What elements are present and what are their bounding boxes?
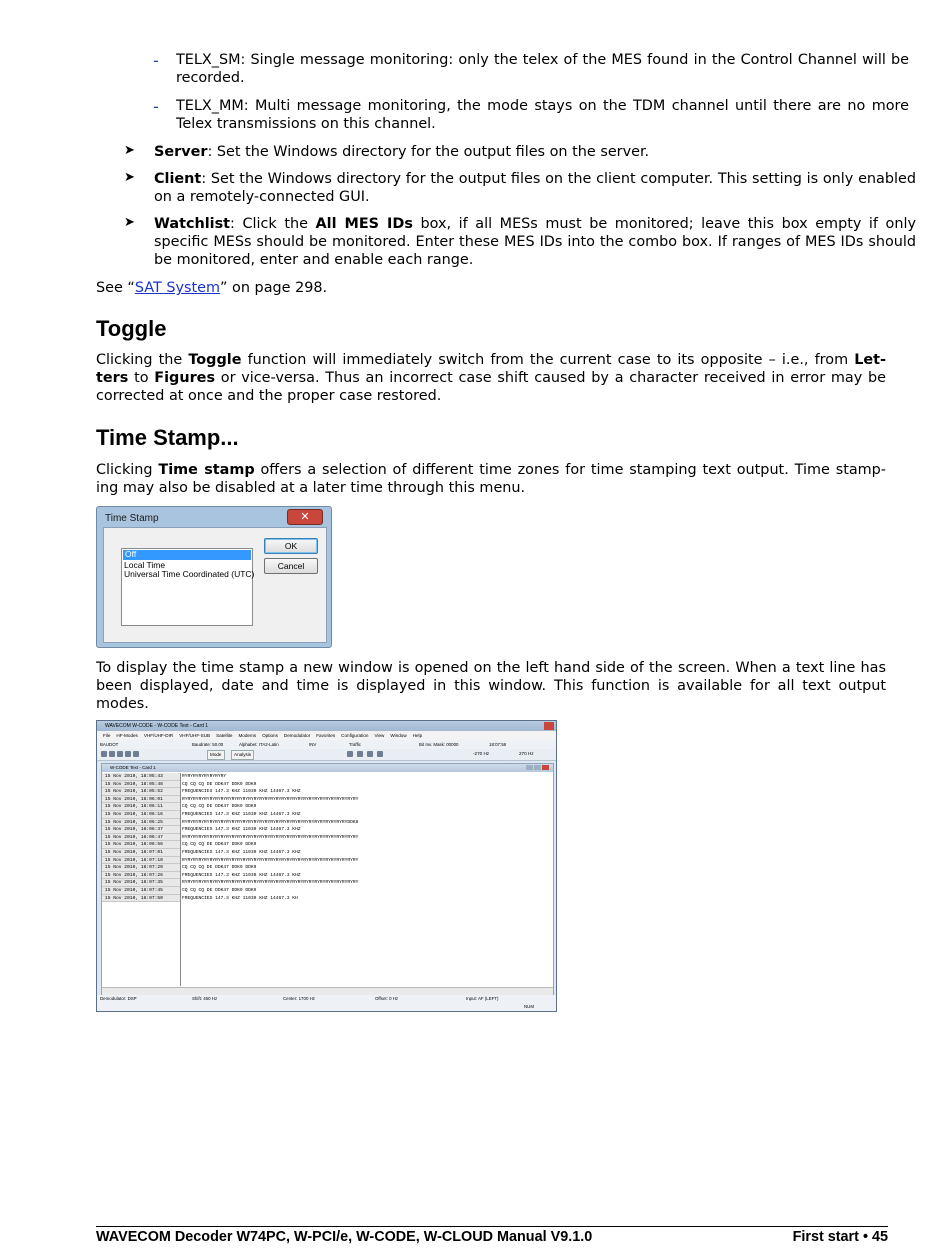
text-line: RYRYRYRYRYRYRYRYRYRYRYRYRYRYRYRYRYRYRYRYRYRYRYRYRYRYRYRYRYRYRYRY <box>182 796 359 802</box>
see-reference: See “SAT System” on page 298. <box>96 280 328 296</box>
toolbar-icon[interactable] <box>357 751 363 757</box>
text-line: FREQUENCIES 147.3 KHZ 11030 KHZ 14467.3 KHZ <box>182 827 301 833</box>
bullet-watchlist: ➤ Watchlist: Click the All MES IDs box, if all MESs must be monitored; leave this box empty if only specific MESs should be monitored. Enter these MES IDs into the combo box. If ranges of MES IDs should be monitored, enter and enable each range. <box>124 215 917 268</box>
menu-item[interactable]: VHF/UHF-DIR <box>143 733 174 738</box>
mode-button[interactable]: Mode <box>207 750 225 760</box>
text-window-title: W-CODE Text - Card 1 <box>102 764 553 772</box>
app-status-bar-2: NUM <box>97 1003 556 1011</box>
text-line: CQ CQ CQ DE DDK47 DDK9 DDK9 <box>182 887 257 893</box>
toolbar-icon[interactable] <box>367 751 373 757</box>
toolbar-icon[interactable] <box>377 751 383 757</box>
minimize-icon[interactable] <box>526 765 533 770</box>
bullet-telx-sm <box>153 51 909 87</box>
timestamp-row: 15 Nov 2010, 18:07:45 <box>102 887 180 895</box>
text-line: CQ CQ CQ DE DDK47 DDK9 DDK9 <box>182 865 257 871</box>
menu-item[interactable]: File <box>103 733 111 738</box>
toggle-paragraph: Clicking the Toggle function will immediately switch from the current case to its opposite – i.e., from Let-ters to Figures or vice-versa. Thus an incorrect case shift caused by a character received in error may be corrected at once and the proper case restored. <box>96 352 886 404</box>
option-utc[interactable]: Universal Time Coordinated (UTC) <box>124 569 255 579</box>
text-line: FREQUENCIES 147.3 KHZ 11030 KHZ 14467.3 KHZ <box>182 849 301 855</box>
timestamp-row: 15 Nov 2010, 18:06:01 <box>102 796 180 804</box>
search-icon[interactable] <box>133 751 139 757</box>
sat-system-link[interactable]: SAT System <box>134 280 221 296</box>
toolbar-icon[interactable] <box>347 751 353 757</box>
menu-item[interactable]: Favorites <box>316 733 336 738</box>
time-zone-list[interactable] <box>121 548 253 626</box>
text-line: CQ CQ CQ DE DDK47 DDK9 DDK9 <box>182 842 257 848</box>
heading-time-stamp: Time Stamp... <box>96 425 239 450</box>
option-local-time[interactable]: Local Time <box>124 559 166 570</box>
maximize-icon[interactable] <box>534 765 541 770</box>
analysis-button[interactable]: Analysis <box>231 750 254 760</box>
timestamp-column <box>102 773 181 986</box>
timestamp-row: 15 Nov 2010, 18:06:37 <box>102 826 180 834</box>
text-line: RYRYRYRYRYRYRYRYRYRYRYRYRYRYRYRYRYRYRYRYRYRYRYRYRYRYRYRYRYRYRYRY <box>182 834 359 840</box>
ok-button[interactable]: OK <box>264 538 318 554</box>
menu-item[interactable]: Help <box>412 733 423 738</box>
bullet-text: TELX_MM: Multi message monitoring, the mode stays on the TDM channel until there are no more Telex transmissions on this channel. <box>176 98 909 132</box>
bullet-telx-mm <box>153 97 909 133</box>
option-off[interactable]: Off <box>123 550 251 560</box>
timestamp-row: 15 Nov 2010, 18:05:43 <box>102 773 180 781</box>
timestamp-row: 15 Nov 2010, 18:06:16 <box>102 811 180 819</box>
footer-rule <box>96 1226 888 1227</box>
close-icon[interactable] <box>544 722 554 730</box>
timestamp-row: 15 Nov 2010, 18:06:47 <box>102 834 180 842</box>
bullet-client <box>124 170 916 206</box>
bullet-server <box>124 143 916 161</box>
text-line: FREQUENCIES 147.3 KHZ 11030 KHZ 14467.3 KHZ <box>182 811 301 817</box>
text-line: CQ CQ CQ DE DDK47 DDK9 DDK9 <box>182 804 257 810</box>
timestamp-row: 15 Nov 2010, 18:07:10 <box>102 857 180 865</box>
menu-item[interactable]: HF-Modes <box>116 733 138 738</box>
arrow-bullet-icon: ➤ <box>124 143 135 158</box>
menu-item[interactable]: VHF/UHF-SUB <box>179 733 211 738</box>
heading-toggle: Toggle <box>96 316 167 341</box>
menu-item[interactable]: Configuration <box>341 733 369 738</box>
timestamp-row: 15 Nov 2010, 18:06:11 <box>102 803 180 811</box>
app-toolbar <box>97 749 556 761</box>
text-line: FREQUENCIES 147.3 KHZ 11030 KHZ 14467.3 KHZ <box>182 872 301 878</box>
app-status-bar: Demodulator: DSP Shift: 450 Hz Center: 1700 Hz Offset: 0 Hz Input: AF (LEFT) <box>97 995 556 1003</box>
menu-item[interactable]: Satellite <box>216 733 233 738</box>
menu-item[interactable]: Options <box>262 733 278 738</box>
timestamp-row: 15 Nov 2010, 18:05:48 <box>102 781 180 789</box>
time-stamp-paragraph: Clicking Time stamp offers a selection of different time zones for time stamping text output. Time stamp-ing may also be disabled at a later time through this menu. <box>96 462 886 496</box>
close-icon[interactable]: ✕ <box>287 509 323 525</box>
dash-marker: - <box>153 51 159 70</box>
close-icon[interactable] <box>542 765 549 770</box>
new-icon[interactable] <box>101 751 107 757</box>
bullet-text: TELX_SM: Single message monitoring: only the telex of the MES found in the Control Channel will be recorded. <box>176 52 909 86</box>
text-window <box>101 763 554 997</box>
footer-title: WAVECOM Decoder W74PC, W-PCI/e, W-CODE, W-CLOUD Manual V9.1.0 <box>96 1229 593 1245</box>
text-line: FREQUENCIES 147.3 KHZ 11030 KHZ 14467.3 KH <box>182 895 298 901</box>
text-line: RYRYRYRYRYRYRYRYRYRYRYRYRYRYRYRYRYRYRYRYRYRYRYRYRYRYRYRYRYRYRYRY <box>182 857 359 863</box>
cancel-button[interactable]: Cancel <box>264 558 318 574</box>
footer-page: First start • 45 <box>792 1229 888 1245</box>
app-status-top: BAUDOT Baudrate: 50.00 Alphabet: ITA2-Latin INV Traffic Bit Inv. Mask: 00000 18:07:58 <box>97 740 556 749</box>
menu-item[interactable]: Demodulator <box>283 733 311 738</box>
timestamp-row: 15 Nov 2010, 18:07:50 <box>102 895 180 903</box>
arrow-bullet-icon: ➤ <box>124 215 135 230</box>
dialog-title: Time Stamp <box>105 513 159 524</box>
bullet-text: : Set the Windows directory for the output files on the server. <box>207 144 650 160</box>
timestamp-row: 15 Nov 2010, 18:07:01 <box>102 849 180 857</box>
time-stamp-dialog <box>96 506 332 648</box>
text-line: RYRYRYRYRYRYRYRYRYRYRYRYRYRYRYRYRYRYRYRYRYRYRYRYRYRYRYRYRYRYRYRY <box>182 880 359 886</box>
all-mes-ids-term: All MES IDs <box>315 216 413 232</box>
arrow-bullet-icon: ➤ <box>124 170 135 185</box>
dash-marker: - <box>153 97 159 116</box>
display-paragraph: To display the time stamp a new window is opened on the left hand side of the screen. When a text line has been displayed, date and time is displayed in this window. This function is available for all text output modes. <box>96 660 886 712</box>
text-line: FREQUENCIES 147.3 KHZ 11030 KHZ 14467.3 KHZ <box>182 789 301 795</box>
timestamp-row: 15 Nov 2010, 18:07:35 <box>102 879 180 887</box>
menu-item[interactable]: Window <box>390 733 407 738</box>
app-menubar <box>97 731 556 740</box>
dialog-body <box>103 527 327 643</box>
print-icon[interactable] <box>125 751 131 757</box>
bullet-text: : Set the Windows directory for the output files on the client computer. This setting is only enabled on a remotely-connected GUI. <box>154 171 916 205</box>
term-watchlist: Watchlist <box>154 216 231 232</box>
open-icon[interactable] <box>109 751 115 757</box>
text-output <box>182 773 550 986</box>
text-line: RYRYRYRYRYRYRYRYRYRYRYRYRYRYRYRYRYRYRYRYRYRYRYRYRYRYRYRYRYRYDDK8 <box>182 819 359 825</box>
timestamp-row: 15 Nov 2010, 18:07:20 <box>102 864 180 872</box>
menu-item[interactable]: Modems <box>238 733 257 738</box>
term-client: Client <box>154 171 202 187</box>
text-line: RYRYRYRYRYRYRYRY <box>182 774 227 779</box>
timestamp-row: 15 Nov 2010, 18:06:56 <box>102 841 180 849</box>
freq-low: -270 Hz <box>473 751 490 756</box>
term-server: Server <box>154 144 208 160</box>
menu-item[interactable]: View <box>374 733 385 738</box>
freq-high: 270 Hz <box>519 751 534 756</box>
timestamp-row: 15 Nov 2010, 18:05:52 <box>102 788 180 796</box>
timestamp-row: 15 Nov 2010, 18:06:25 <box>102 819 180 827</box>
wcode-app-screenshot <box>96 720 557 1012</box>
app-titlebar: WAVECOM W-CODE - W-CODE Text - Card 1 <box>97 721 556 731</box>
text-line: CQ CQ CQ DE DDK47 DDK9 DDK9 <box>182 781 257 787</box>
save-icon[interactable] <box>117 751 123 757</box>
timestamp-row: 15 Nov 2010, 18:07:26 <box>102 872 180 880</box>
